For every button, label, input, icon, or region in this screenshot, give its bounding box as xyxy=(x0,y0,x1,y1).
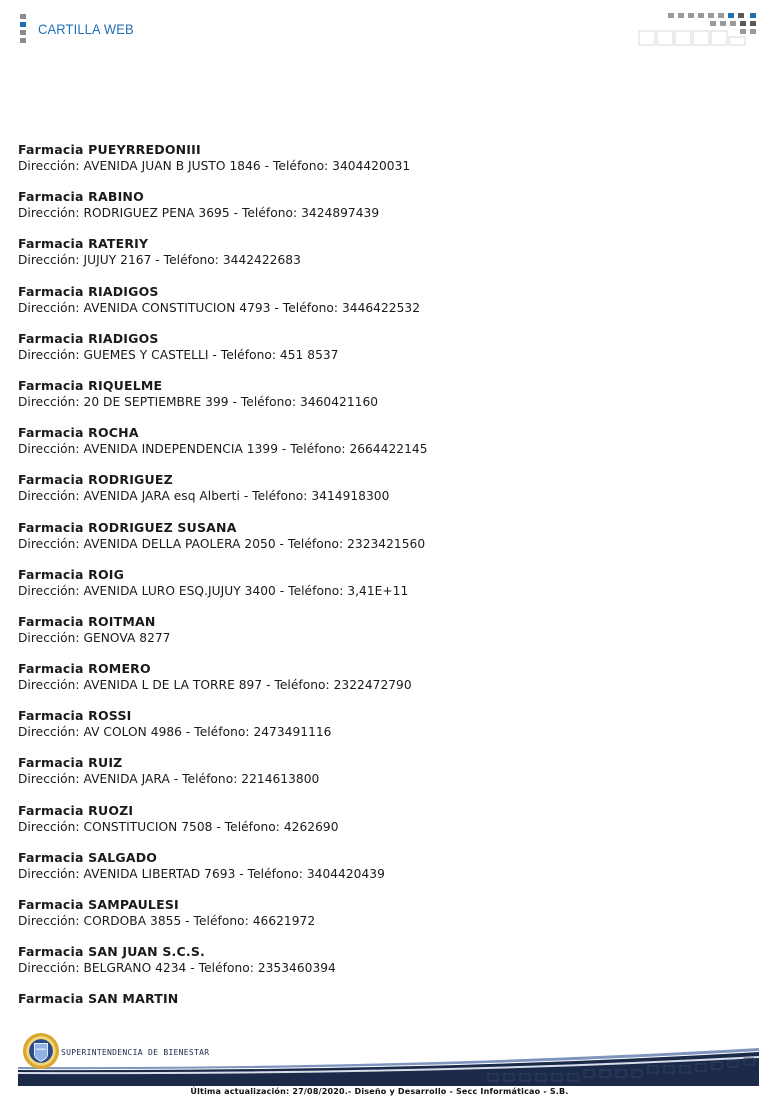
pharmacy-entry xyxy=(18,425,738,472)
pharmacy-entry xyxy=(18,142,738,189)
pharmacy-address: Dirección: AVENIDA LURO ESQ.JUJUY 3400 - Teléfono: 3,41E+11 xyxy=(18,583,409,598)
pharmacy-address: Dirección: AVENIDA JARA - Teléfono: 2214613800 xyxy=(18,772,320,787)
footer-wave-banner xyxy=(18,1038,759,1086)
seal-logo-icon xyxy=(22,1032,60,1070)
pharmacy-address: Dirección: AVENIDA JUAN B JUSTO 1846 - Teléfono: 3404420031 xyxy=(18,159,411,173)
pharmacy-entry xyxy=(18,189,738,236)
pharmacy-name: Farmacia PUEYRREDONIII xyxy=(18,142,201,157)
pharmacy-name: Farmacia RUOZI xyxy=(18,802,134,818)
pharmacy-address: Dirección: RODRIGUEZ PENA 3695 - Teléfono: 3424897439 xyxy=(18,206,380,221)
pharmacy-name: Farmacia RODRIGUEZ xyxy=(18,472,173,488)
pharmacy-entry xyxy=(18,850,738,897)
pharmacy-address: Dirección: CONSTITUCION 7508 - Teléfono: 4262690 xyxy=(18,819,339,834)
header-accent-bar xyxy=(20,14,26,46)
pharmacy-entry xyxy=(18,236,738,283)
pharmacy-entry xyxy=(18,378,738,425)
pharmacy-name: Farmacia RODRIGUEZ SUSANA xyxy=(18,519,237,535)
pharmacy-address: Dirección: BELGRANO 4234 - Teléfono: 2353460394 xyxy=(18,961,336,976)
page-footer xyxy=(0,1028,759,1101)
pharmacy-address: Dirección: AV COLON 4986 - Teléfono: 2473491116 xyxy=(18,725,332,740)
pharmacy-list xyxy=(18,142,738,1039)
pharmacy-address: Dirección: GENOVA 8277 xyxy=(18,630,171,645)
pharmacy-address: Dirección: AVENIDA INDEPENDENCIA 1399 - Teléfono: 2664422145 xyxy=(18,442,428,457)
pharmacy-address: Dirección: AVENIDA JARA esq Alberti - Teléfono: 3414918300 xyxy=(18,489,390,504)
pharmacy-address: Dirección: AVENIDA L DE LA TORRE 897 - Teléfono: 2322472790 xyxy=(18,678,412,693)
pharmacy-name: Farmacia ROMERO xyxy=(18,661,151,677)
pharmacy-name: Farmacia RIADIGOS xyxy=(18,330,159,346)
pharmacy-name: Farmacia RUIZ xyxy=(18,755,123,771)
pharmacy-address: Dirección: 20 DE SEPTIEMBRE 399 - Teléfono: 3460421160 xyxy=(18,394,379,409)
header-decoration-grid xyxy=(638,11,758,47)
pharmacy-entry xyxy=(18,567,738,614)
pharmacy-entry xyxy=(18,331,738,378)
pharmacy-name: Farmacia ROITMAN xyxy=(18,613,156,629)
pharmacy-entry xyxy=(18,520,738,567)
pharmacy-entry xyxy=(18,661,738,708)
pharmacy-name: Farmacia SALGADO xyxy=(18,849,158,865)
pharmacy-entry xyxy=(18,803,738,850)
pharmacy-address: Dirección: CORDOBA 3855 - Teléfono: 46621972 xyxy=(18,914,316,928)
pharmacy-name: Farmacia RIQUELME xyxy=(18,377,163,393)
pharmacy-entry xyxy=(18,755,738,802)
pharmacy-name: Farmacia RIADIGOS xyxy=(18,283,159,299)
pharmacy-name: Farmacia SAN JUAN S.C.S. xyxy=(18,944,205,960)
page-header xyxy=(0,0,759,60)
pharmacy-name: Farmacia RABINO xyxy=(18,189,144,205)
organization-name: SUPERINTENDENCIA DE BIENESTAR xyxy=(61,1048,210,1057)
pharmacy-entry xyxy=(18,944,738,991)
pharmacy-entry xyxy=(18,284,738,331)
pharmacy-name: Farmacia RATERIY xyxy=(18,236,149,252)
pharmacy-address: Dirección: AVENIDA CONSTITUCION 4793 - Teléfono: 3446422532 xyxy=(18,300,421,315)
last-update-text: Última actualización: 27/08/2020.- Diseño y Desarrollo - Secc Informáticao - S.B. xyxy=(190,1087,569,1096)
pharmacy-entry xyxy=(18,614,738,661)
pharmacy-address: Dirección: AVENIDA LIBERTAD 7693 - Teléfono: 3404420439 xyxy=(18,866,385,881)
pharmacy-name: Farmacia SAN MARTIN xyxy=(18,991,179,1007)
pharmacy-entry xyxy=(18,897,738,944)
pharmacy-address: Dirección: AVENIDA DELLA PAOLERA 2050 - Teléfono: 2323421560 xyxy=(18,536,426,551)
pharmacy-name: Farmacia ROCHA xyxy=(18,425,139,441)
pharmacy-name: Farmacia ROSSI xyxy=(18,708,132,724)
pharmacy-entry xyxy=(18,708,738,755)
page-title: CARTILLA WEB xyxy=(38,21,134,37)
pharmacy-address: Dirección: GUEMES Y CASTELLI - Teléfono: 451 8537 xyxy=(18,347,339,362)
pharmacy-entry xyxy=(18,472,738,519)
pharmacy-address: Dirección: JUJUY 2167 - Teléfono: 3442422683 xyxy=(18,253,301,268)
pharmacy-name: Farmacia SAMPAULESI xyxy=(18,897,179,912)
pharmacy-name: Farmacia ROIG xyxy=(18,566,125,582)
